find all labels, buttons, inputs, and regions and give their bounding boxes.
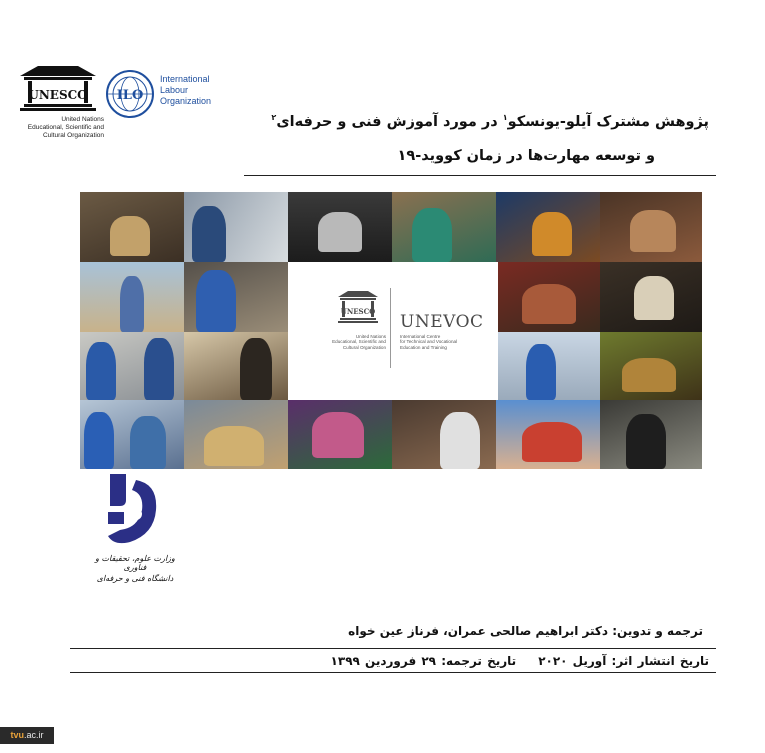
collage-photo: [600, 262, 702, 332]
ilo-wordmark: ILO: [116, 88, 144, 103]
watermark-prefix: tvu: [10, 730, 24, 740]
ilo-name-line: International: [160, 74, 210, 84]
collage-photo: [496, 262, 600, 332]
publish-date: تاریخ انتشار اثر: آوریل ۲۰۲۰: [538, 654, 709, 668]
ministry-caption-line: وزارت علوم، تحقیقات و فناوری: [95, 554, 175, 572]
collage-photo: [392, 192, 496, 262]
unesco-caption-line: United Nations: [61, 116, 104, 123]
unesco-wordmark: UNESCO: [340, 307, 376, 316]
unevoc-panel: [288, 262, 498, 400]
collage-photo: [600, 400, 702, 469]
title-part: در مورد آموزش فنی و حرفه‌ای: [276, 113, 503, 130]
collage-photo: [288, 400, 392, 469]
caption-line: Education and Training: [400, 344, 447, 350]
translation-date: تاریخ ترجمه: ۲۹ فروردین ۱۳۹۹: [330, 654, 517, 668]
ilo-name-line: Labour: [160, 85, 189, 95]
caption-line: United Nations: [355, 334, 386, 339]
collage-photo: [184, 262, 288, 332]
credits-rule-top: [70, 648, 716, 649]
collage-photo: [392, 400, 496, 469]
caption-line: for Technical and Vocational: [400, 339, 458, 345]
unesco-caption: [8, 116, 104, 140]
unevoc-right-caption: [400, 334, 457, 350]
collage-photo: [184, 332, 288, 400]
unesco-temple-icon: [334, 290, 382, 326]
university-emblem-icon: [96, 470, 166, 548]
collage-photo: [184, 400, 288, 469]
ilo-globe-icon: [104, 68, 156, 120]
collage-photo: [496, 192, 600, 262]
caption-line: International Centre: [400, 334, 441, 339]
collage-photo: [80, 262, 184, 332]
document-title-line-1: [271, 113, 709, 130]
ilo-name: [160, 74, 211, 107]
collage-photo: [600, 332, 702, 400]
caption-line: Educational, Scientific and: [332, 339, 386, 345]
ilo-name-line: Organization: [160, 96, 212, 106]
unesco-temple-icon: [8, 64, 108, 116]
collage-photo: [600, 192, 702, 262]
collage-photo: [288, 192, 392, 262]
footnote-marker: ۱: [502, 113, 508, 122]
collage-photo: [496, 400, 600, 469]
credits-rule-bottom: [70, 672, 716, 673]
unevoc-wordmark: UNEVOC: [400, 312, 484, 332]
panel-divider: [390, 288, 391, 368]
university-caption-line: دانشگاه فنی و حرفه‌ای: [96, 574, 174, 583]
collage-photo: [80, 332, 184, 400]
ilo-logo: [104, 68, 224, 118]
document-title-line-2: و توسعه مهارت‌ها در زمان کووید-۱۹: [397, 148, 655, 164]
caption-line: Cultural Organization: [342, 344, 386, 350]
unesco-caption-line: Cultural Organization: [42, 132, 104, 139]
photo-collage: [80, 192, 702, 469]
unesco-caption-line: Educational, Scientific and: [27, 124, 104, 131]
collage-photo: [80, 400, 184, 469]
footnote-marker: ۲: [271, 113, 277, 122]
collage-photo: [80, 192, 184, 262]
collage-photo: [496, 332, 600, 400]
unevoc-left-caption: [332, 334, 386, 350]
unesco-logo: [8, 64, 108, 148]
title-underline: [244, 175, 716, 176]
publication-dates: [331, 654, 709, 668]
watermark-suffix: .ac.ir: [23, 730, 44, 740]
unesco-wordmark: UNESCO: [28, 88, 88, 102]
ministry-logo: [96, 470, 176, 600]
translators-credit: ترجمه و تدوین: دکتر ابراهیم صالحی عمران، فرناز عین خواه: [348, 624, 703, 638]
title-part: پژوهش مشترک آیلو-یونسکو: [507, 113, 709, 130]
site-watermark: [0, 727, 54, 744]
collage-photo: [184, 192, 288, 262]
